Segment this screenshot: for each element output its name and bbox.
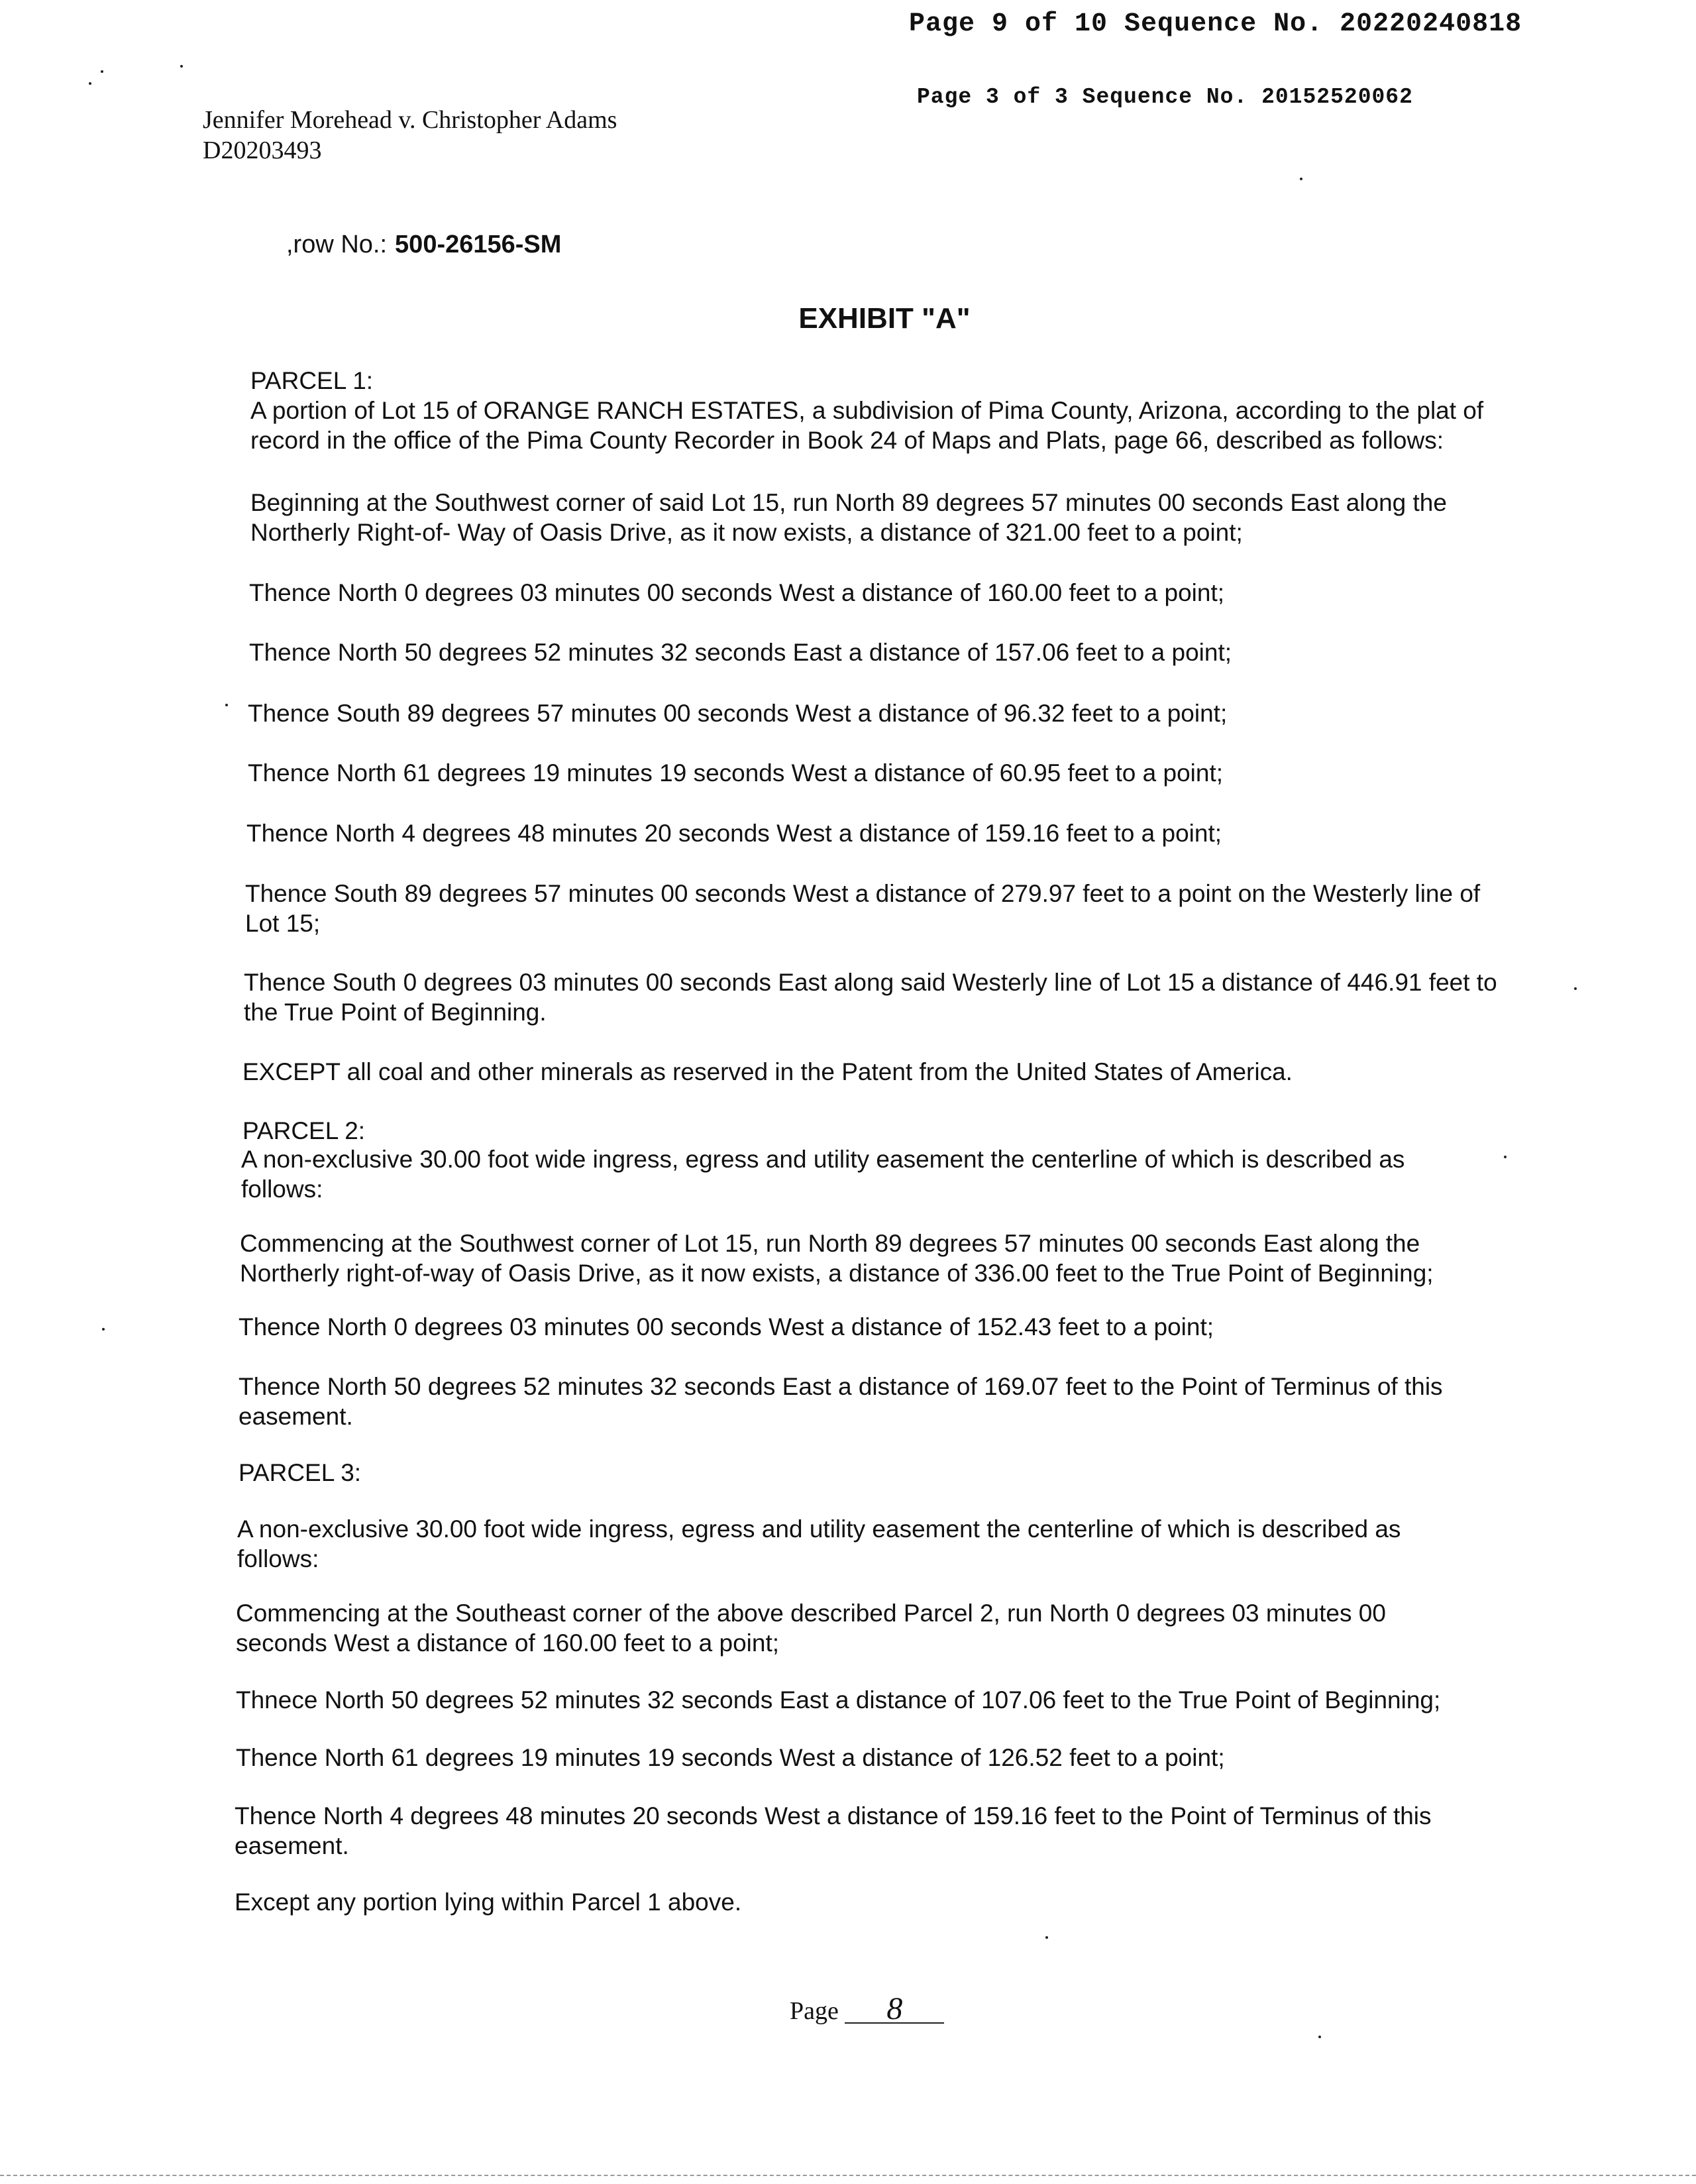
- parcel3-except: Except any portion lying within Parcel 1 above.: [235, 1888, 742, 1916]
- parcel1-heading: PARCEL 1:: [250, 367, 374, 394]
- parcel2-commencing: Commencing at the Southwest corner of Lot 15, run North 89 degrees 57 minutes 00 seconds East along the Northerly right-of-way of Oasis Drive, as it now exists, a distance of 336.00 feet to the True Point of Beginning;: [240, 1230, 1434, 1287]
- case-caption: [203, 105, 617, 166]
- case-parties: Jennifer Morehead v. Christopher Adams: [203, 106, 617, 134]
- scan-speck: [1504, 1156, 1507, 1158]
- scan-speck: [1574, 987, 1577, 990]
- parcel1-beginning: Beginning at the Southwest corner of said Lot 15, run North 89 degrees 57 minutes 00 seconds East along the Northerly Right-of- Way of Oasis Drive, as it now exists, a distance of 321.00 feet to a point;: [250, 489, 1447, 546]
- bottom-scan-edge: [0, 2175, 1696, 2176]
- parcel1-call-1: Thence North 0 degrees 03 minutes 00 seconds West a distance of 160.00 feet to a point;: [249, 579, 1225, 606]
- exhibit-title: EXHIBIT "A": [798, 302, 971, 335]
- scan-speck: [101, 70, 103, 73]
- case-number: D20203493: [203, 136, 322, 164]
- inner-page-sequence-header: Page 3 of 3 Sequence No. 20152520062: [917, 85, 1413, 109]
- parcel1-description: A portion of Lot 15 of ORANGE RANCH ESTATES, a subdivision of Pima County, Arizona, according to the plat of record in the office of the Pima County Recorder in Book 24 of Maps and Plats, page 66, described as follows:: [250, 397, 1484, 454]
- scan-speck: [89, 82, 91, 85]
- scan-speck: [1300, 178, 1302, 180]
- parcel1-call-4: Thence North 61 degrees 19 minutes 19 seconds West a distance of 60.95 feet to a point;: [248, 759, 1224, 787]
- scan-speck: [180, 65, 183, 68]
- page-footer-number: 8: [845, 1996, 944, 2024]
- scan-speck: [1318, 2036, 1321, 2038]
- scan-speck: [1045, 1936, 1048, 1939]
- scan-speck: [102, 1328, 105, 1331]
- parcel2-heading: PARCEL 2:: [242, 1117, 366, 1144]
- parcel1-call-7: Thence South 0 degrees 03 minutes 00 seconds East along said Westerly line of Lot 15 a distance of 446.91 feet to the True Point of Beginning.: [244, 969, 1497, 1026]
- parcel1-call-2: Thence North 50 degrees 52 minutes 32 seconds East a distance of 157.06 feet to a point;: [249, 639, 1232, 666]
- parcel3-heading: PARCEL 3:: [238, 1459, 362, 1486]
- parcel2-call-2: Thence North 50 degrees 52 minutes 32 seconds East a distance of 169.07 feet to the Point of Terminus of this easement.: [238, 1373, 1443, 1430]
- escrow-number: 500-26156-SM: [395, 231, 562, 258]
- page-footer: [790, 1991, 944, 2026]
- parcel3-call-3: Thence North 4 degrees 48 minutes 20 seconds West a distance of 159.16 feet to the Point of Terminus of this easement.: [235, 1802, 1432, 1859]
- parcel3-commencing: Commencing at the Southeast corner of the above described Parcel 2, run North 0 degrees 03 minutes 00 seconds West a distance of 160.00 feet to a point;: [236, 1600, 1386, 1657]
- page-footer-label: Page: [790, 1997, 839, 2025]
- parcel1-except: EXCEPT all coal and other minerals as reserved in the Patent from the United States of America.: [242, 1058, 1293, 1085]
- parcel3-call-2: Thence North 61 degrees 19 minutes 19 seconds West a distance of 126.52 feet to a point;: [236, 1744, 1225, 1771]
- escrow-label: ,row No.:: [286, 231, 388, 258]
- parcel2-description: A non-exclusive 30.00 foot wide ingress, egress and utility easement the centerline of which is described as follows:: [241, 1146, 1405, 1203]
- scan-speck: [225, 704, 228, 706]
- parcel3-description: A non-exclusive 30.00 foot wide ingress, egress and utility easement the centerline of which is described as follows:: [237, 1515, 1401, 1572]
- parcel3-call-1: Thnece North 50 degrees 52 minutes 32 seconds East a distance of 107.06 feet to the True Point of Beginning;: [236, 1686, 1441, 1714]
- escrow-line: [286, 231, 561, 259]
- parcel1-call-6: Thence South 89 degrees 57 minutes 00 seconds West a distance of 279.97 feet to a point on the Westerly line of Lot 15;: [245, 880, 1481, 937]
- outer-page-sequence-header: Page 9 of 10 Sequence No. 20220240818: [909, 9, 1522, 39]
- parcel1-call-5: Thence North 4 degrees 48 minutes 20 seconds West a distance of 159.16 feet to a point;: [246, 820, 1222, 847]
- parcel2-call-1: Thence North 0 degrees 03 minutes 00 seconds West a distance of 152.43 feet to a point;: [238, 1313, 1214, 1340]
- parcel1-call-3: Thence South 89 degrees 57 minutes 00 seconds West a distance of 96.32 feet to a point;: [248, 700, 1228, 727]
